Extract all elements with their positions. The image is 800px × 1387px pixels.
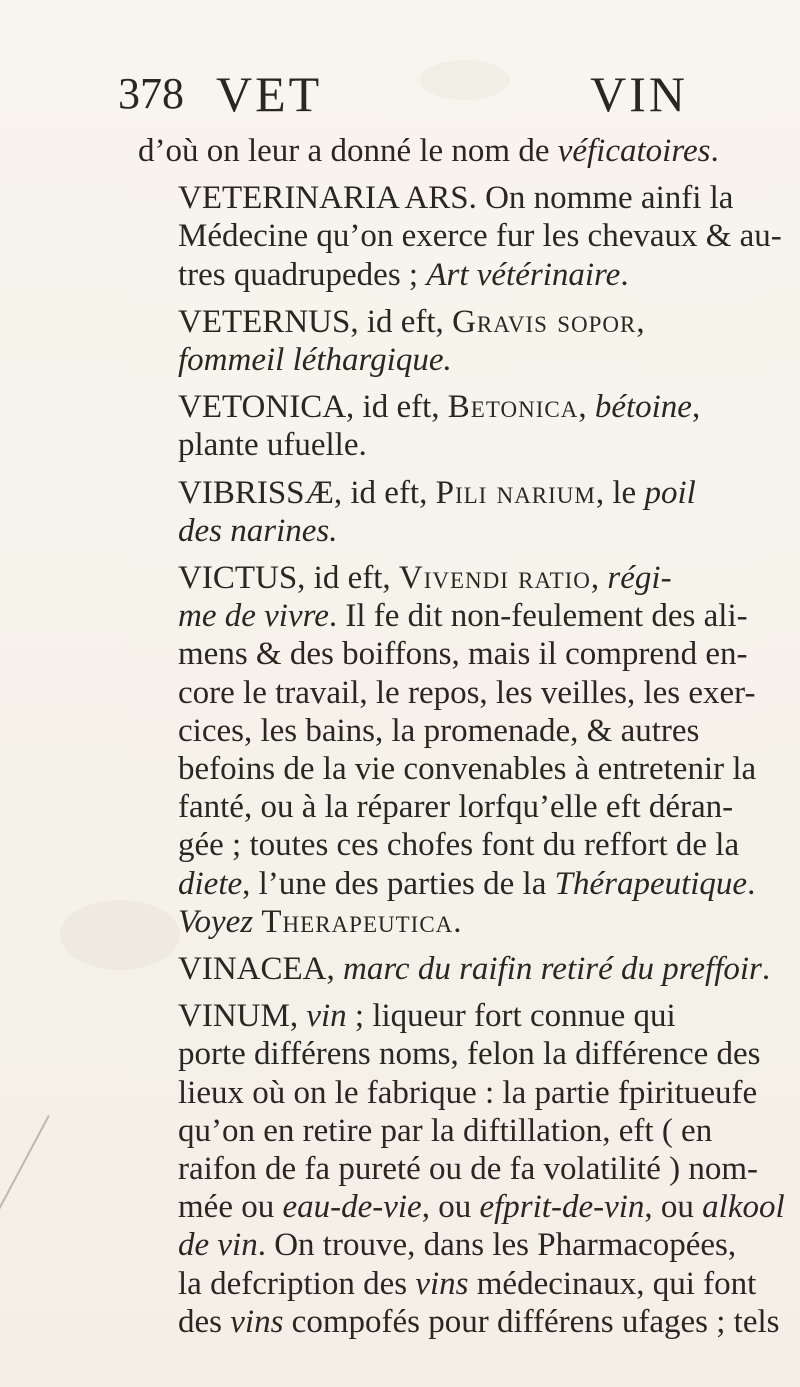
text-line: des vins compofés pour différens ufages ; tels <box>178 1303 780 1340</box>
text-line: qu’on en retire par la diftillation, eft ( en <box>178 1112 713 1149</box>
text-line: porte différens noms, felon la différence des <box>178 1036 761 1073</box>
text-line: plante ufuelle. <box>178 427 367 464</box>
text-line: de vin. On trouve, dans les Pharmacopées, <box>178 1227 737 1264</box>
text-line: raifon de fa pureté ou de fa volatilité ) nom- <box>178 1151 759 1188</box>
text-line: VINACEA, marc du raifin retiré du preffoir. <box>178 951 771 988</box>
entry-vinum <box>138 997 785 1341</box>
body-text <box>138 132 785 1350</box>
running-head-right: VIN <box>590 66 688 122</box>
text-line: tres quadrupedes ; Art vétérinaire. <box>178 256 629 293</box>
entry-victus <box>138 559 758 941</box>
text-line: Voyez Therapeutica. <box>178 903 462 940</box>
page-number: 378 <box>118 69 184 118</box>
text-line: me de vivre. Il fe dit non-feulement des ali- <box>178 598 748 635</box>
text-line: d’où on leur a donné le nom de véficatoires. <box>138 133 719 169</box>
text-line: mée ou eau-de-vie, ou efprit-de-vin, ou alkool <box>178 1189 785 1226</box>
text-line: fommeil léthargique. <box>178 342 452 379</box>
entry-continuation <box>138 132 758 170</box>
text-line: fanté, ou à la réparer lorfqu’elle eft déran- <box>178 789 734 826</box>
text-line: VIBRISSÆ, id eft, Pili narium, le poil <box>178 474 696 511</box>
running-head-left: VET <box>216 66 323 122</box>
text-line: VETERNUS, id eft, Gravis sopor, <box>178 303 645 340</box>
text-line: cices, les bains, la promenade, & autres <box>178 712 700 749</box>
text-line: befoins de la vie convenables à entretenir la <box>178 751 757 788</box>
text-line: VETONICA, id eft, Betonica, bétoine, <box>178 389 701 426</box>
entry-vetonica <box>138 388 758 464</box>
entry-vinacea <box>138 950 771 988</box>
text-line: mens & des boiffons, mais il comprend en- <box>178 636 748 673</box>
text-line: la defcription des vins médecinaux, qui font <box>178 1265 757 1302</box>
entry-vibrissae <box>138 474 758 550</box>
entry-veterinaria <box>138 179 782 294</box>
text-line: VINUM, vin ; liqueur fort connue qui <box>178 998 676 1035</box>
text-line: VICTUS, id eft, Vivendi ratio, régi- <box>178 560 672 597</box>
text-line: des narines. <box>178 512 338 549</box>
text-line: diete, l’une des parties de la Thérapeutique. <box>178 865 756 902</box>
text-line: lieux où on le fabrique : la partie fpiritueufe <box>178 1074 758 1111</box>
running-head <box>118 62 688 126</box>
entry-veternus <box>138 303 758 379</box>
margin-pen-mark <box>0 1115 50 1257</box>
text-line: VETERINARIA ARS. On nomme ainfi la <box>178 180 734 217</box>
text-line: Médecine qu’on exerce fur les chevaux & au- <box>178 218 782 255</box>
text-line: gée ; toutes ces chofes font du reffort de la <box>178 827 740 864</box>
text-line: core le travail, le repos, les veilles, les exer- <box>178 674 756 711</box>
